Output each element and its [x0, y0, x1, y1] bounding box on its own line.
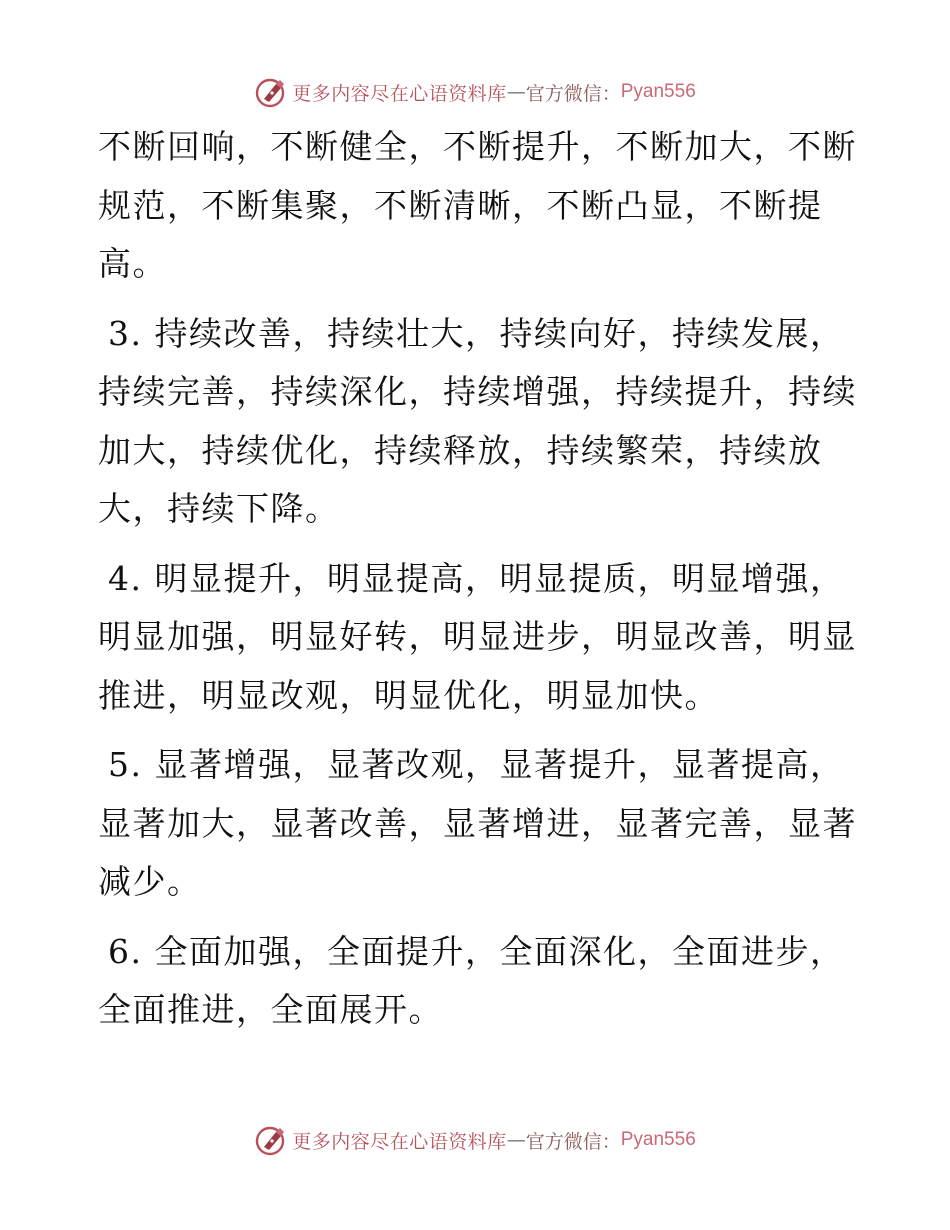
watermark-separator: —	[506, 81, 526, 103]
paragraph-item-3: 3. 持续改善，持续壮大，持续向好，持续发展，持续完善，持续深化，持续增强，持续提升，持续加大，持续优化，持续释放，持续繁荣，持续放大，持续下降。	[98, 313, 857, 528]
header-watermark	[0, 72, 950, 112]
footer-watermark	[0, 1120, 950, 1160]
paragraph-item-5: 5. 显著增强，显著改观，显著提升，显著提高，显著加大，显著改善，显著增进，显著完善，显著减少。	[98, 745, 857, 901]
paragraph-item-6: 6. 全面加强，全面提升，全面深化，全面进步，全面推进，全面展开。	[98, 931, 845, 1029]
paragraph-item-4: 4. 明显提升，明显提高，明显提质，明显增强，明显加强，明显好转，明显进步，明显改善，明显推进，明显改观，明显优化，明显加快。	[98, 558, 857, 715]
paragraph-continuation: 不断回响，不断健全，不断提升，不断加大，不断规范，不断集聚，不断清晰，不断凸显，不断提高。	[98, 127, 857, 283]
watermark-brand: 更多内容尽在心语资料库	[292, 82, 507, 105]
watermark-official-label: 官方微信：	[525, 82, 621, 105]
pen-nib-circle-icon	[254, 1123, 288, 1157]
document-body	[98, 118, 858, 1051]
watermark-wechat-id: Pyan556	[620, 81, 696, 102]
pen-nib-circle-icon	[254, 75, 288, 109]
watermark-official-label: 官方微信：	[525, 1130, 621, 1153]
watermark-brand: 更多内容尽在心语资料库	[292, 1130, 507, 1153]
watermark-wechat-id: Pyan556	[620, 1129, 696, 1150]
watermark-separator: —	[506, 1129, 526, 1151]
